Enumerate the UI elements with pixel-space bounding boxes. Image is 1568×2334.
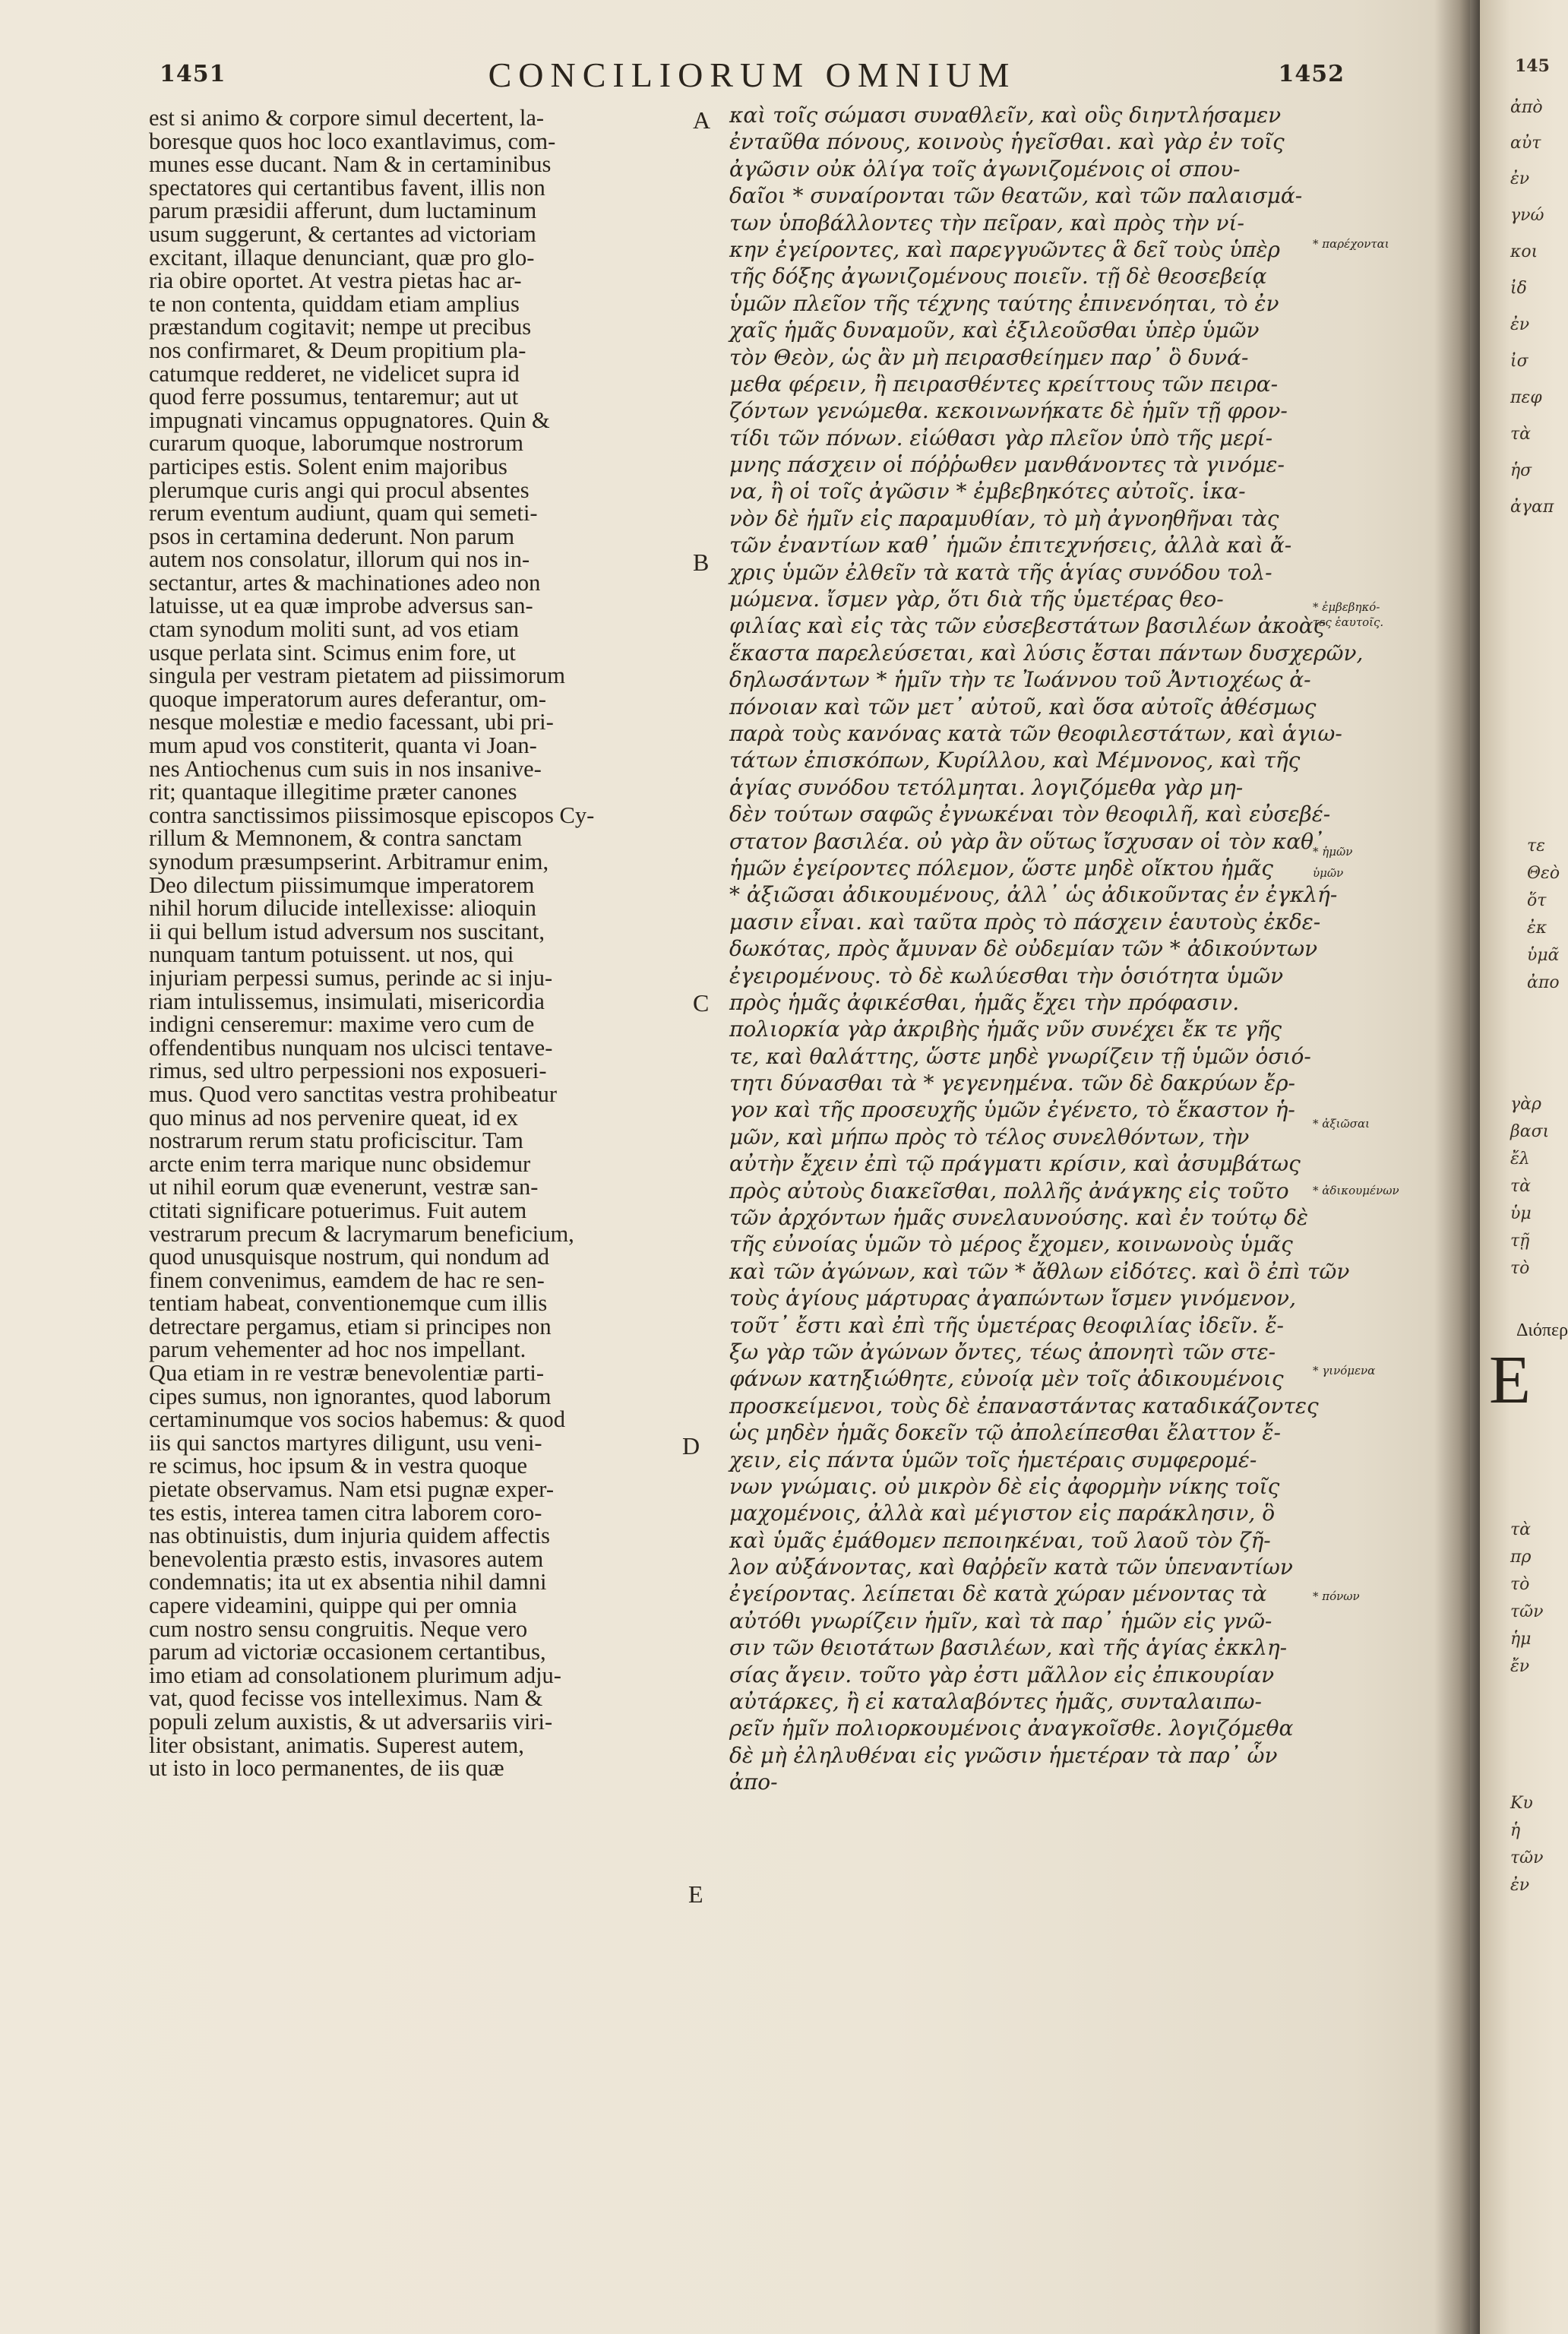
latin-text-line: nunquam tantum potuissent. ut nos, qui — [149, 941, 514, 968]
facing-page-fragment: ὑμ — [1510, 1204, 1532, 1223]
latin-text-line: rimus, sed ultro perpessioni nos exposueri- — [149, 1058, 547, 1084]
greek-text-line: αὐτάρκες, ἢ εἰ καταλαβόντες ἡμᾶς, συνταλαιπω- — [729, 1689, 1262, 1715]
greek-text-line: ξω γὰρ τῶν ἀγώνων ὄντες, τέως ἀπονητὶ τῶν στε- — [729, 1339, 1276, 1365]
facing-page-fragment: τε — [1527, 837, 1545, 855]
facing-page-fragment: τῇ — [1510, 1232, 1530, 1251]
latin-text-line: psos in certamina dederunt. Non parum — [149, 523, 515, 549]
greek-text-line: τε, καὶ θαλάττης, ὥστε μηδὲ γνωρίζειν τῇ ὑμῶν ὁσιό- — [729, 1043, 1311, 1069]
latin-text-line: rillum & Memnonem, & contra sanctam — [149, 825, 523, 852]
facing-page-fragment: τῶν — [1510, 1849, 1544, 1868]
latin-text-line: autem nos consolatur, illorum qui nos in- — [149, 546, 530, 573]
greek-text-line: ρεῖν ἡμῖν πολιορκουμένοις ἀναγκοῖσθε. λογιζόμεθα — [729, 1716, 1294, 1741]
running-header — [160, 55, 1345, 100]
greek-text-line: ἁγίας συνόδου τετόλμηται. λογιζόμεθα γὰρ μη- — [729, 774, 1244, 800]
greek-text-line: των ὑποβάλλοντες τὴν πεῖραν, καὶ πρὸς τὴν νί- — [729, 210, 1244, 236]
greek-text-line: * ἀξιῶσαι ἀδικουμένους, ἀλλ᾽ ὡς ἀδικοῦντας ἐν ἐγκλή- — [729, 882, 1338, 908]
latin-text-line: excitant, illaque denunciant, quæ pro glo- — [149, 244, 535, 270]
margin-note: * ἀξιῶσαι — [1313, 1117, 1370, 1131]
greek-text-line: ὑμῶν πλεῖον τῆς τέχνης ταύτης ἐπινενόηται, τὸ ἐν — [729, 290, 1279, 316]
latin-text-line: plerumque curis angi qui procul absentes — [149, 476, 530, 503]
greek-text-line: ἀπο- — [729, 1769, 778, 1795]
latin-text-line: quoque imperatorum aures deferantur, om- — [149, 685, 547, 712]
greek-text-line: ἐνταῦθα πόνους, κοινοὺς ἡγεῖσθαι. καὶ γὰρ ἐν τοῖς — [729, 129, 1285, 155]
latin-text-line: re scimus, hoc ipsum & in vestra quoque — [149, 1453, 528, 1479]
greek-text-line: φάνων κατηξιώθητε, εὐνοίᾳ μὲν τοῖς ἀδικουμένοις — [729, 1366, 1284, 1392]
margin-note: * πόνων — [1313, 1589, 1360, 1603]
page-number-right: 1452 — [1278, 61, 1345, 87]
latin-text-line: rerum eventum audiunt, quam qui semeti- — [149, 500, 538, 527]
latin-text-line: parum ad victoriæ occasionem certantibus, — [149, 1639, 546, 1665]
latin-text-line: mum apud vos constiterit, quanta vi Joan- — [149, 732, 537, 759]
greek-text-line: καὶ ὑμᾶς ἐμάθομεν πεποιηκέναι, τοῦ λαοῦ τὸν ζῆ- — [729, 1527, 1271, 1553]
latin-text-line: benevolentia præsto estis, invasores autem — [149, 1545, 544, 1572]
running-title: CONCILIORUM OMNIUM — [488, 55, 1016, 94]
latin-text-line: ctitati significare potuerimus. Fuit autem — [149, 1197, 527, 1223]
latin-text-line: nihil horum dilucide intellexisse: alioquin — [149, 895, 536, 922]
latin-text-line: rit; quantaque illegitime præter canones — [149, 779, 517, 805]
facing-page-fragment: ἐν — [1510, 1876, 1530, 1895]
greek-text-line: ἕκαστα παρελεύσεται, καὶ λύσις ἔσται πάντων δυσχερῶν, — [729, 640, 1364, 666]
facing-page-fragment: Κυ — [1510, 1794, 1533, 1813]
greek-text-line: δηλωσάντων * ἡμῖν τὴν τε Ἰωάννου τοῦ Ἀντιοχέως ἀ- — [729, 667, 1311, 693]
latin-text-line: imo etiam ad consolationem plurimum adju- — [149, 1662, 561, 1688]
facing-page-fragment: πεφ — [1510, 388, 1542, 407]
greek-text-line: να, ἢ οἱ τοῖς ἀγῶσιν * ἐμβεβηκότες αὐτοῖς. ἱκα- — [729, 479, 1246, 504]
latin-text-line: tentiam habeat, conventionemque cum illis — [149, 1290, 548, 1317]
latin-text-line: tes estis, interea tamen citra laborem coro- — [149, 1499, 542, 1526]
latin-text-line: detrectare pergamus, etiam si principes non — [149, 1313, 552, 1339]
facing-page-fragment: ἐν — [1510, 315, 1530, 334]
greek-text-line: μῶν, καὶ μήπω πρὸς τὸ τέλος συνελθόντων, τὴν — [729, 1124, 1250, 1150]
greek-text-line: δὲν τούτων σαφῶς ἐγνωκέναι τὸν θεοφιλῆ, καὶ εὐσεβέ- — [729, 802, 1331, 827]
facing-page-fragment: ἰσ — [1510, 352, 1528, 371]
greek-text-line: ἀγῶσιν οὐκ ὀλίγα τοῖς ἀγωνιζομένοις οἱ σπου- — [729, 156, 1241, 182]
margin-note: * ἀδικουμένων — [1313, 1184, 1399, 1197]
latin-text-line: quod unusquisque nostrum, qui nondum ad — [149, 1244, 549, 1270]
greek-text-line: πολιορκία γὰρ ἀκριβὴς ἡμᾶς νῦν συνέχει ἔκ τε γῆς — [729, 1017, 1282, 1042]
margin-note: ὑμῶν — [1313, 866, 1344, 880]
latin-text-line: ut nihil eorum quæ evenerunt, vestræ san- — [149, 1174, 539, 1200]
latin-text-line: Qua etiam in re vestræ benevolentiæ parti- — [149, 1360, 545, 1387]
greek-text-line: τῶν ἀρχόντων ἡμᾶς συνελαυνούσης. καὶ ἐν τούτῳ δὲ — [729, 1205, 1308, 1231]
latin-text-line: est si animo & corpore simul decertent, la- — [149, 105, 545, 131]
latin-text-line: populi zelum auxistis, & ut adversariis viri- — [149, 1708, 553, 1735]
page-number-left: 1451 — [160, 61, 226, 87]
facing-page-number: 145 — [1515, 56, 1550, 76]
greek-text-line: δωκότας, πρὸς ἄμυναν δὲ οὐδεμίαν τῶν * ἀδικούντων — [729, 936, 1318, 962]
greek-text-line: δὲ μὴ ἐληλυθέναι εἰς γνῶσιν ἡμετέραν τὰ παρ᾽ ὧν — [729, 1742, 1278, 1768]
latin-text-line: condemnatis; ita ut ex absentia nihil damni — [149, 1569, 547, 1596]
latin-text-line: sectantur, artes & machinationes adeo non — [149, 569, 541, 596]
latin-text-line: mus. Quod vero sanctitas vestra prohibeatur — [149, 1080, 557, 1107]
greek-text-line: χειν, εἰς πάντα ὑμῶν τοῖς ἡμετέραις συμφερομέ- — [729, 1447, 1257, 1472]
greek-text-line: σιν τῶν θειοτάτων βασιλέων, καὶ τῆς ἁγίας ἐκκλη- — [729, 1635, 1288, 1661]
greek-text-line: τῆς δόξης ἀγωνιζομένους ποιεῖν. τῇ δὲ θεοσεβείᾳ — [729, 264, 1267, 289]
latin-text-line: quo minus ad nos pervenire queat, id ex — [149, 1104, 519, 1131]
latin-text-line: participes estis. Solent enim majoribus — [149, 453, 507, 479]
latin-text-line: certaminumque vos socios habemus: & quod — [149, 1406, 566, 1433]
greek-text-line: αὐτόθι γνωρίζειν ἡμῖν, καὶ τὰ παρ᾽ ἡμῶν εἰς γνῶ- — [729, 1608, 1272, 1633]
greek-text-line: ζόντων γενώμεθα. κεκοινωνήκατε δὲ ἡμῖν τῇ φρον- — [729, 398, 1288, 424]
latin-text-line: ii qui bellum istud adversum nos suscitant, — [149, 918, 545, 944]
section-letter-e: E — [688, 1880, 703, 1908]
latin-text-line: vestrarum precum & lacrymarum beneficium, — [149, 1220, 574, 1247]
facing-page-fragment: γὰρ — [1510, 1095, 1541, 1114]
greek-text-line: στατον βασιλέα. οὐ γὰρ ἂν οὕτως ἴσχυσαν οἱ τὸν καθ᾽ — [729, 828, 1325, 854]
latin-text-line: munes esse ducant. Nam & in certaminibus — [149, 151, 552, 178]
greek-text-line: τοῦτ᾽ ἔστι καὶ ἐπὶ τῆς ὑμετέρας θεοφιλίας ἰδεῖν. ἔ- — [729, 1312, 1284, 1338]
latin-text-line: parum præsidii afferunt, dum luctaminum — [149, 198, 537, 224]
greek-text-line: τῆς εὐνοίας ὑμῶν τὸ μέρος ἔχομεν, κοινωνοὺς ὑμᾶς — [729, 1232, 1293, 1257]
facing-page-heading: Διόπερ — [1516, 1320, 1568, 1340]
latin-text-line: finem convenimus, eamdem de hac re sen- — [149, 1267, 545, 1293]
greek-text-line: μασιν εἶναι. καὶ ταῦτα πρὸς τὸ πάσχειν ἑαυτοὺς ἐκδε- — [729, 909, 1321, 935]
facing-page-fragment: ἐν — [1510, 169, 1530, 188]
latin-text-line: ctam synodum moliti sunt, ad vos etiam — [149, 616, 520, 643]
facing-page-fragment: κοι — [1510, 242, 1538, 261]
facing-page-fragment: ἀπο — [1527, 973, 1560, 992]
latin-text-line: quod ferre possumus, tentaremur; aut ut — [149, 384, 519, 410]
margin-note: τες ἑαυτοῖς. — [1313, 615, 1384, 629]
section-letter-d: D — [682, 1432, 700, 1460]
latin-text-line: usum suggerunt, & certantes ad victoriam — [149, 220, 536, 247]
facing-page-fragment: βασι — [1510, 1122, 1550, 1141]
latin-text-line: cum nostro sensu congruitis. Neque vero — [149, 1615, 528, 1642]
facing-page-fragment: τὰ — [1510, 1177, 1532, 1196]
greek-text-line: τοὺς ἁγίους μάρτυρας ἀγαπώντων ἴσμεν γινόμενον, — [729, 1286, 1296, 1311]
greek-text-line: δαῖοι * συναίρονται τῶν θεατῶν, καὶ τῶν παλαισμά- — [729, 183, 1303, 209]
greek-text-line: πρὸς αὐτοὺς διακεῖσθαι, πολλῆς ἀνάγκης εἰς τοῦτο — [729, 1178, 1289, 1203]
greek-text-line: μεθα φέρειν, ἢ πειρασθέντες κρείττους τῶν πειρα- — [729, 371, 1279, 397]
greek-text-line: σίας ἄγειν. τοῦτο γὰρ ἐστι μᾶλλον εἰς ἐπικουρίαν — [729, 1662, 1275, 1687]
facing-page-fragment: ἀπὸ — [1510, 98, 1543, 117]
latin-text-line: parum vehementer ad hoc nos impellant. — [149, 1336, 526, 1363]
greek-text-line: νων γνώμαις. οὐ μικρὸν δὲ εἰς ἀφορμὴν νίκης τοῖς — [729, 1473, 1280, 1499]
facing-page-fragment: ὑμᾶ — [1527, 946, 1560, 965]
greek-text-line: μνης πάσχειν οἱ πόῤῥωθεν μανθάνοντες τὰ γινόμε- — [729, 452, 1285, 478]
margin-note: * παρέχονται — [1313, 237, 1389, 251]
facing-page-fragment: ἰδ — [1510, 279, 1527, 298]
latin-text-line: catumque redderet, ne videlicet supra id — [149, 360, 520, 387]
latin-text-line: nesque molestiæ e medio facessant, ubi pri- — [149, 709, 554, 735]
latin-text-line: cipes sumus, non ignorantes, quod laborum — [149, 1383, 552, 1409]
greek-text-line: ἐγειρομένους. τὸ δὲ κωλύεσθαι τὴν ὁσιότητα ὑμῶν — [729, 963, 1284, 988]
latin-text-line: nostrarum rerum statu proficiscitur. Tam — [149, 1127, 523, 1154]
facing-page-edge — [1480, 0, 1568, 2334]
margin-note: * ἐμβεβηκό- — [1313, 600, 1380, 614]
greek-text-line: πρὸς ἡμᾶς ἀφικέσθαι, ἡμᾶς ἔχει τὴν πρόφασιν. — [729, 989, 1240, 1015]
margin-note: * ἡμῶν — [1313, 845, 1353, 859]
latin-text-line: nes Antiochenus cum suis in nos insanive- — [149, 755, 542, 782]
facing-page-fragment: γνώ — [1510, 206, 1544, 225]
latin-text-line: liter obsistant, animatis. Superest autem, — [149, 1732, 524, 1758]
facing-page-initial: E — [1489, 1343, 1531, 1418]
latin-text-line: præstandum cogitavit; nempe ut precibus — [149, 314, 532, 340]
latin-text-line: ria obire oportet. At vestra pietas hac ar- — [149, 267, 522, 294]
greek-text-line: τάτων ἐπισκόπων, Κυρίλλου, καὶ Μέμνονος, καὶ τῆς — [729, 748, 1301, 773]
greek-text-line: φιλίας καὶ εἰς τὰς τῶν εὐσεβεστάτων βασιλέων ἀκοὰς — [729, 613, 1326, 639]
latin-text-line: singula per vestram pietatem ad piissimorum — [149, 663, 566, 689]
facing-page-fragment: ἐκ — [1527, 919, 1547, 938]
facing-page-fragment: ἡ — [1510, 1821, 1521, 1840]
greek-text-line: ἐγείροντας. λείπεται δὲ κατὰ χώραν μένοντας τὰ — [729, 1581, 1267, 1607]
latin-text-line: curarum quoque, laborumque nostrorum — [149, 430, 523, 457]
latin-text-line: capere videamini, quippe qui per omnia — [149, 1592, 517, 1618]
facing-page-fragment: ἡσ — [1510, 461, 1532, 480]
greek-text-line: παρὰ τοὺς κανόνας κατὰ τῶν θεοφιλεστάτων, καὶ ἁγιω- — [729, 720, 1342, 746]
latin-text-line: riam intulissemus, insimulati, misericordia — [149, 988, 545, 1014]
greek-text-line: καὶ τοῖς σώμασι συναθλεῖν, καὶ οὓς διηντλήσαμεν — [729, 103, 1282, 128]
margin-note: * γινόμενα — [1313, 1364, 1376, 1377]
facing-page-fragment: τὸ — [1510, 1259, 1530, 1278]
latin-text-line: arcte enim terra marique nunc obsidemur — [149, 1150, 531, 1177]
greek-text-line: κην ἐγείροντες, καὶ παρεγγυῶντες ἃ δεῖ τοὺς ὑπὲρ — [729, 236, 1280, 262]
facing-page-fragment: αὐτ — [1510, 134, 1541, 153]
latin-text-line: boresque quos hoc loco exantlavimus, com- — [149, 128, 556, 154]
latin-text-line: contra sanctissimos piissimosque episcopos Cy- — [149, 802, 595, 828]
facing-page-fragment: ἡμ — [1510, 1630, 1532, 1649]
latin-text-line: latuisse, ut ea quæ improbe adversus san- — [149, 593, 533, 619]
section-letter-b: B — [693, 549, 710, 576]
greek-text-line: χρις ὑμῶν ἐλθεῖν τὰ κατὰ τῆς ἁγίας συνόδου τολ- — [729, 559, 1272, 585]
latin-text-line: ut isto in loco permanentes, de iis quæ — [149, 1755, 504, 1782]
latin-text-line: vat, quod fecisse vos intelleximus. Nam & — [149, 1685, 543, 1712]
latin-text-line: nas obtinuistis, dum injuria quidem affectis — [149, 1523, 551, 1549]
greek-text-line: τὸν Θεὸν, ὡς ἂν μὴ πειρασθείημεν παρ᾽ ὃ δυνά- — [729, 344, 1249, 370]
book-gutter-shadow — [1434, 0, 1480, 2334]
facing-page-fragment: ὅτ — [1527, 891, 1547, 910]
facing-page-fragment: ἔν — [1510, 1657, 1530, 1676]
latin-text-line: spectatores qui certantibus favent, illis non — [149, 174, 545, 201]
latin-text-line: synodum præsumpserint. Arbitramur enim, — [149, 849, 549, 874]
latin-text-line: pietate observamus. Nam etsi pugnæ exper- — [149, 1476, 554, 1503]
section-letter-a: A — [693, 106, 711, 134]
greek-text-line: μώμενα. ἴσμεν γὰρ, ὅτι διὰ τῆς ὑμετέρας θεο- — [729, 587, 1224, 612]
greek-text-line: μαχομένοις, ἀλλὰ καὶ μέγιστον εἰς παράκλησιν, ὃ — [729, 1501, 1276, 1526]
latin-text-line: indigni censeremur: maxime vero cum de — [149, 1011, 535, 1038]
greek-text-line: χαῖς ἡμᾶς δυναμοῦν, καὶ ἐξιλεοῦσθαι ὑπὲρ ὑμῶν — [729, 318, 1260, 343]
latin-text-line: impugnati vincamus oppugnatores. Quin & — [149, 406, 550, 433]
greek-text-line: τίδι τῶν πόνων. εἰώθασι γὰρ πλεῖον ὑπὸ τῆς μερί- — [729, 425, 1273, 451]
facing-page-fragment: Θεὸ — [1527, 864, 1560, 883]
greek-text-line: ὡς μηδὲν ἡμᾶς δοκεῖν τῷ ἀπολείπεσθαι ἔλαττον ἔ- — [729, 1420, 1281, 1446]
greek-text-line: καὶ τῶν ἀγώνων, καὶ τῶν * ἄθλων εἰδότες. καὶ ὃ ἐπὶ τῶν — [729, 1258, 1350, 1284]
greek-text-line: προσκείμενοι, τοὺς δὲ ἐπαναστάντας καταδικάζοντες — [729, 1393, 1319, 1418]
facing-page-fragment: ἀγαπ — [1510, 498, 1554, 517]
greek-text-line: τητι δύνασθαι τὰ * γεγενημένα. τῶν δὲ δακρύων ἔρ- — [729, 1071, 1296, 1096]
facing-page-fragment: ἔλ — [1510, 1150, 1530, 1169]
latin-text-line: te non contenta, quiddam etiam amplius — [149, 290, 520, 317]
latin-text-line: injuriam perpessi sumus, perinde ac si inju- — [149, 964, 553, 991]
latin-text-line: usque perlata sint. Scimus enim fore, ut — [149, 639, 516, 666]
facing-page-fragment: πρ — [1510, 1548, 1532, 1567]
facing-page-fragment: τὰ — [1510, 1520, 1532, 1539]
greek-text-line: αὐτὴν ἔχειν ἐπὶ τῷ πράγματι κρίσιν, καὶ ἀσυμβάτως — [729, 1151, 1301, 1177]
greek-text-line: γον καὶ τῆς προσευχῆς ὑμῶν ἐγένετο, τὸ ἕκαστον ἡ- — [729, 1097, 1295, 1123]
latin-text-line: offendentibus nunquam nos ulcisci tentave- — [149, 1034, 553, 1061]
greek-text-line: ἡμῶν ἐγείροντες πόλεμον, ὥστε μηδὲ οἴκτου ἡμᾶς — [729, 855, 1273, 881]
greek-text-line: πόνοιαν καὶ τῶν μετ᾽ αὐτοῦ, καὶ ὅσα αὐτοῖς ἀθέσμως — [729, 694, 1317, 719]
greek-text-line: λον αὐξάνοντας, καὶ θαῤῥεῖν κατὰ τῶν ὑπεναντίων — [729, 1554, 1293, 1580]
latin-text-line: Deo dilectum piissimumque imperatorem — [149, 871, 535, 898]
facing-page-fragment: τῶν — [1510, 1602, 1544, 1621]
latin-text-line: iis qui sanctos martyres diligunt, usu veni- — [149, 1429, 542, 1456]
facing-page-fragment: τὸ — [1510, 1575, 1530, 1594]
latin-column — [149, 106, 690, 1780]
greek-text-line: τῶν ἐναντίων καθ᾽ ἡμῶν ἐπιτεχνήσεις, ἀλλὰ καὶ ἄ- — [729, 533, 1292, 558]
latin-text-line: nos confirmaret, & Deum propitium pla- — [149, 337, 526, 363]
facing-page-fragment: τὰ — [1510, 425, 1532, 444]
section-letter-c: C — [693, 989, 710, 1017]
greek-text-line: νὸν δὲ ἡμῖν εἰς παραμυθίαν, τὸ μὴ ἀγνοηθῆναι τὰς — [729, 505, 1279, 531]
